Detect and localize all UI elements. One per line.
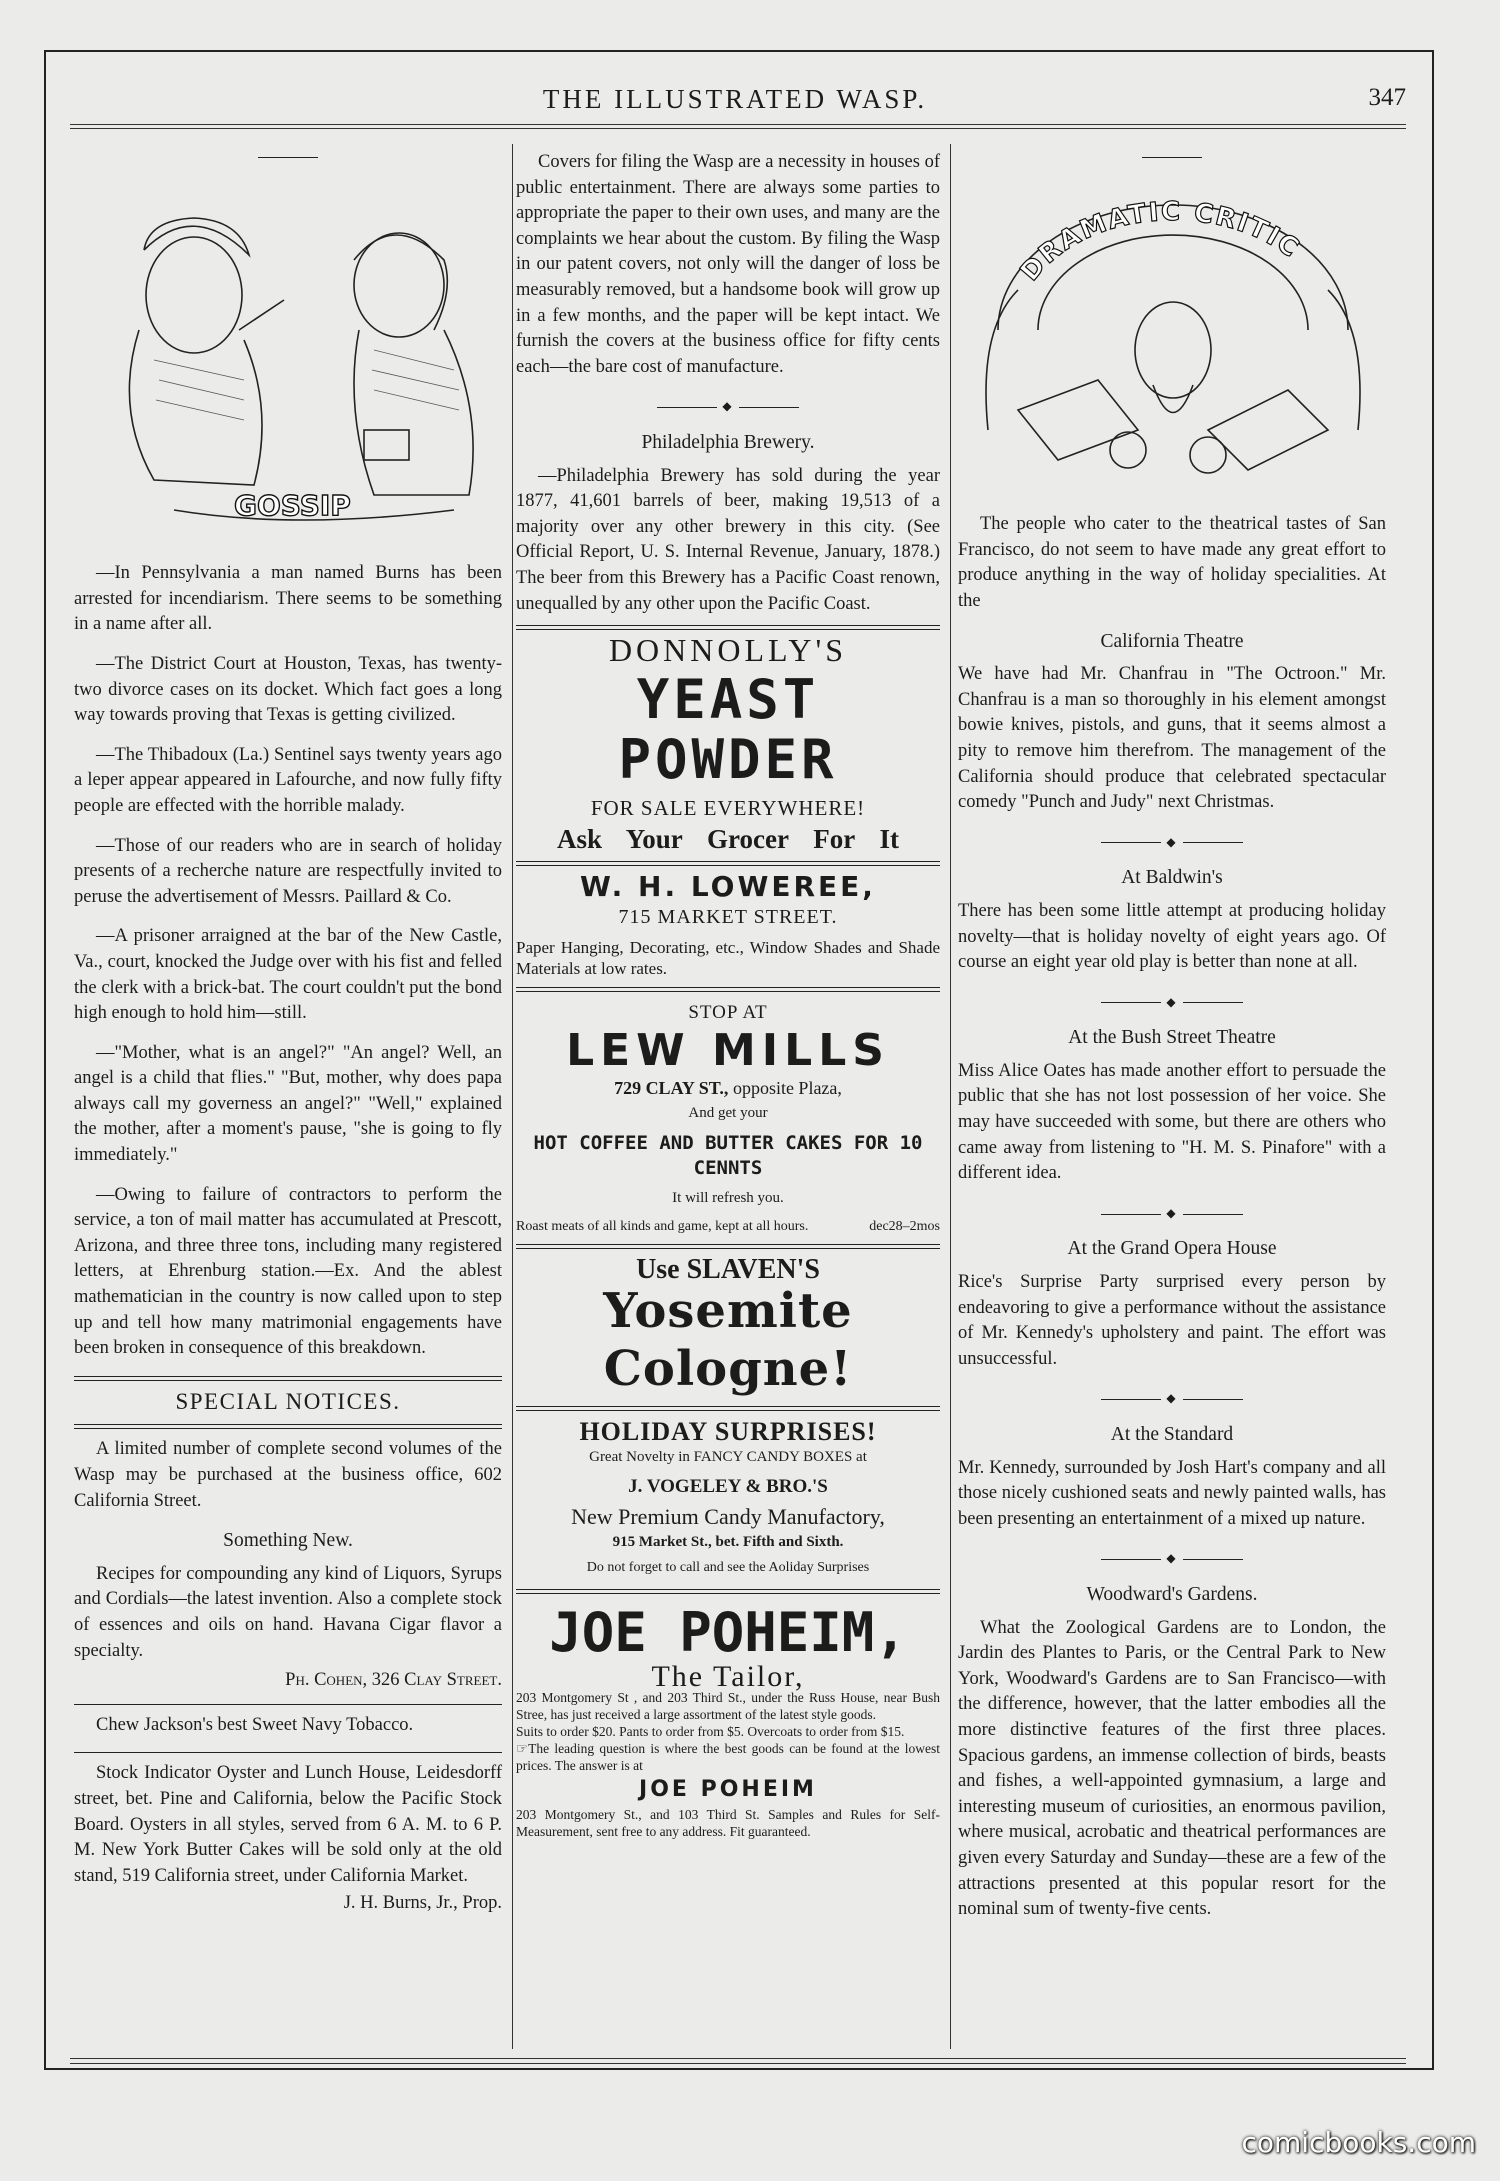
california-theatre-text: We have had Mr. Chanfrau in "The Octroon." Mr. Chanfrau is a man so thoroughly in his element amongst bowie knives, pistols, and guns, that it seems almost a pity to remove him therefrom. The management of the California should produce that celebrated spectacular comedy "Punch and Judy" next Christmas. xyxy=(958,664,1386,813)
dramatic-critic-illustration xyxy=(958,180,1386,500)
ad-mills-address-rest: opposite Plaza, xyxy=(732,1077,842,1098)
ad-poheim-body2: Suits to order $20. Pants to order from $5. Overcoats to order from $15. xyxy=(516,1724,905,1740)
ad-donnolly xyxy=(516,632,940,855)
ad-lew-mills xyxy=(516,1000,940,1236)
ad-mills-name: LEW MILLS xyxy=(566,1024,890,1076)
ad-slaven-line1: Use SLAVEN'S xyxy=(636,1253,820,1285)
ad-mills-address: 729 CLAY ST., xyxy=(614,1077,729,1098)
page-number: 347 xyxy=(1368,84,1406,111)
woodwards-heading: Woodward's Gardens. xyxy=(1086,1583,1258,1605)
ad-vogeley-line1: Great Novelty in FANCY CANDY BOXES at xyxy=(589,1448,867,1465)
ad-donnolly-line4: Ask Your Grocer For It xyxy=(557,824,899,855)
notice-volumes: A limited number of complete second volumes of the Wasp may be purchased at the business office, 602 California Street. xyxy=(74,1439,502,1511)
standard-heading: At the Standard xyxy=(1110,1424,1234,1445)
ad-loweree-address: 715 MARKET STREET. xyxy=(618,906,838,929)
header-rule-2 xyxy=(70,128,1406,129)
special-notices-heading: SPECIAL NOTICES. xyxy=(175,1388,401,1414)
ad-slaven-line2: Yosemite Cologne! xyxy=(603,1283,853,1398)
ad-donnolly-line2: YEAST POWDER xyxy=(618,667,838,791)
ad-poheim-body1: 203 Montgomery St , and 203 Third St., under the Russ House, near Bush Stree, has just received a large assortment of the latest style goods. xyxy=(516,1690,940,1723)
news-item-7: —Owing to failure of contractors to perform the service, a ton of mail matter has accumulated at Prescott, Arizona, and three three tons, including many registered letters, at Ehrenburg station.—Ex. And the ablest mathematician in the country is now called upon to step up and tell how many matrimonial engagements have been broken in consequence of this breakdown. xyxy=(74,1184,502,1359)
ad-poheim-name2: JOE POHEIM xyxy=(639,1777,817,1803)
news-item-5: —A prisoner arraigned at the bar of the New Castle, Va., court, knocked the Judge over with his fist and felled the clerk with a brick-bat. The court couldn't put the bond high enough to hold him—still. xyxy=(74,926,502,1024)
woodwards-text: What the Zoological Gardens are to London, the Jardin des Plantes to Paris, or the Central Park to New York, Woodward's Gardens are to San Francisco—with the difference, however, that the latter embodies all the more distinctive features of the first three places. Spacious gardens, an immense collection of birds, beasts and fishes, a well-appointed gymnasium, a large and interesting museum of curiosities, an enormous pavilion, where musical, acrobatic and theatrical performances are given every Saturday and Sunday—these are a few of the attractions presented at this popular resort for the nominal sum of twenty-five cents. xyxy=(958,1617,1386,1920)
ad-poheim-name: JOE POHEIM, xyxy=(549,1600,907,1664)
ad-mills-roast: Roast meats of all kinds and game, kept at all hours. xyxy=(516,1218,809,1234)
ad-poheim xyxy=(516,1602,940,1840)
stock-indicator-notice: Stock Indicator Oyster and Lunch House, Leidesdorff street, bet. Pine and California, below the Pacific Stock Board. Oysters in all styles, served from 6 A. M. to 6 P. M. New York Butter Cakes will be sold only at the old stand, 519 California street, under California Market. xyxy=(74,1763,502,1886)
ad-mills-stop: STOP AT xyxy=(688,1002,768,1024)
news-item-4: —Those of our readers who are in search of holiday presents of a recherche nature are respectfully invited to peruse the advertisement of Messrs. Paillard & Co. xyxy=(74,835,502,907)
masthead-title: THE ILLUSTRATED WASP. xyxy=(542,84,928,114)
something-new-signature: Ph. Cohen, 326 Clay Street. xyxy=(285,1670,502,1691)
something-new-text: Recipes for compounding any kind of Liquors, Syrups and Cordials—the latest invention. Also a complete stock of essences and oils on hand. Havana Cigar flavor a specialty. xyxy=(74,1563,502,1661)
column-3: DRAMATIC CRITIC The people who cater to the theatrical tastes of San Francisco, do not seem to have made any great effort to produce anything in the way of holiday specialities. At the California Theatre We have had Mr. Chanfrau in "The Octroon." Mr. Chanfrau is a man so thoroughly in his element amongst bowie knives, pistols, and guns, that it seems almost a pity to remove him therefrom. The management of the California should produce that celebrated spectacular comedy "Punch and Judy" next Christmas. ◆ At Baldwin's There has been some little attempt at producing holiday novelty—that is holiday novelty of eight years ago. Of course an eight year old play is better than none at all. ◆ At the Bush Street Theatre Miss Alice Oates has made another effort to persuade the public that she has not lost possession of her voice. She may have succeeded with some, but there are others who came away from listening to "H. M. S. Pinafore" with a different idea. ◆ At the Grand Opera House Rice's Surprise Party surprised every person by endeavoring to give a performance without the assistance of Mr. Kennedy's upholstery and paint. The effort was unsuccessful. ◆ At the Standard Mr. Kennedy, surrounded by Josh Hart's company and all those nicely cushioned seats and newly painted walls, has been presenting an entertainment of a mixed up nature. ◆ Woodward's Gardens. What the Zoological Gardens are to London, the Jardin des Plantes to Paris, or the Central Park to New York, Woodward's Gardens are to San Francisco—with the difference, however, that the latter embodies all the more distinctive features of the first three places. Spacious gardens, an immense collection of birds, beasts and fishes, a well-appointed gymnasium, a large and interesting museum of curiosities, an enormous pavilion, where musical, acrobatic and theatrical performances are given every Saturday and Sunday—these are a few of the attractions presented at this popular resort for the nominal sum of twenty-five cents. xyxy=(958,140,1386,1937)
ad-poheim-body3: ☞The leading question is where the best goods can be found at the lowest prices. The answer is at xyxy=(516,1741,940,1774)
ad-mills-get: And get your xyxy=(688,1105,768,1122)
ad-poheim-tailor: The Tailor, xyxy=(651,1659,805,1693)
ad-vogeley-note: Do not forget to call and see the Aoliday Surprises xyxy=(586,1560,870,1576)
ad-vogeley-head: HOLIDAY SURPRISES! xyxy=(579,1417,877,1447)
bush-street-heading: At the Bush Street Theatre xyxy=(1068,1027,1276,1049)
header-rule xyxy=(70,124,1406,125)
news-item-6: —"Mother, what is an angel?" "An angel? Well, an angel is a child that flies." "But, mother, why does papa always call my governess an angel?" "Well," explained the mother, after a moment's pause, "she is going to fly immediately." xyxy=(74,1042,502,1166)
ad-loweree-desc: Paper Hanging, Decorating, etc., Window Shades and Shade Materials at low rates. xyxy=(516,938,940,979)
ad-vogeley-name: J. VOGELEY & BRO.'S xyxy=(628,1476,828,1498)
chew-tobacco-notice: Chew Jackson's best Sweet Navy Tobacco. xyxy=(96,1714,414,1735)
something-new-heading: Something New. xyxy=(223,1530,353,1552)
gossip-label: GOSSIP xyxy=(234,488,351,522)
ad-vogeley-address: 915 Market St., bet. Fifth and Sixth. xyxy=(612,1533,844,1550)
page-header xyxy=(70,82,1406,122)
section-rule-2 xyxy=(74,1424,502,1429)
section-rule xyxy=(74,1376,502,1381)
brewery-heading: Philadelphia Brewery. xyxy=(641,431,815,453)
ad-mills-hot: HOT COFFEE AND BUTTER CAKES FOR 10 CENNTS xyxy=(533,1131,923,1180)
news-item-2: —The District Court at Houston, Texas, has twenty-two divorce cases on its docket. Which fact goes a long way towards proving that Texas is getting civilized. xyxy=(74,653,502,726)
ad-vogeley xyxy=(516,1419,940,1581)
svg-text:DRAMATIC CRITIC xyxy=(1015,197,1305,287)
brewery-text: —Philadelphia Brewery has sold during the year 1877, 41,601 barrels of beer, making 19,513 of a majority over any other brewery in this city. (See Official Report, U. S. Internal Revenue, January, 1878.) The beer from this Brewery has a Pacific Coast renown, unequalled by any other upon the Pacific Coast. xyxy=(516,465,940,614)
dramatic-critic-label: DRAMATIC CRITIC xyxy=(1014,196,1306,287)
news-item-1: —In Pennsylvania a man named Burns has been arrested for incendiarism. There seems to be something in a name after all. xyxy=(74,563,502,635)
ad-vogeley-line2: New Premium Candy Manufactory, xyxy=(571,1504,885,1529)
ad-loweree-name: W. H. LOWEREE, xyxy=(580,869,876,903)
stock-indicator-signature: J. H. Burns, Jr., Prop. xyxy=(343,1893,502,1914)
column-2: Covers for filing the Wasp are a necessity in houses of public entertainment. There are always some parties to appropriate the paper to their own uses, and many are the complaints we hear about the custom. By filing the Wasp in our patent covers, not only will the danger of loss be measurably removed, but a handsome book will grow up in a few months, and the paper will be kept intact. We furnish the covers at the business office for fifty cents each—the bare cost of manufacture. ◆ Philadelphia Brewery. —Philadelphia Brewery has sold during the year 1877, 41,601 barrels of beer, making 19,513 of a majority over any other brewery in this city. (See Official Report, U. S. Internal Revenue, January, 1878.) The beer from this Brewery has a Pacific Coast renown, unequalled by any other upon the Pacific Coast. DONNOLLY'S YEAST POWDER FOR SALE EVERYWHERE! Ask Your Grocer For It W. H. LOWEREE, 715 MARKET STREET. Paper Hanging, Decorating, etc., Window Shades and Shade Materials at low rates. STOP AT LEW MILLS 729 CLAY ST., opposite Plaza, And get your HOT COFFEE AND BUTTER CAKES FOR 10 CENNTS It will refresh you. Roast meats of all kinds and game, kept at all hours. dec28–2mos Use SLAVEN'S Yosemite Cologne! HOLIDAY SURPRISES! Great Novelty in FANCY CANDY BOXES at J. VOGELEY & BRO.'S New Premium Candy Manufactory, 915 Market St., bet. Fifth and Sixth. Do not forget to call and see the Aoliday Surprises JOE POHEIM, The Tailor, 203 Montgomery St , and 203 Third St., under the Russ House, near Bush Stree, has just received a large assortment of the latest style goods. Suits to order $20. Pants to order from $5. Overcoats to order from $15. ☞The leading question is where the best goods can be found at the lowest prices. The answer is at JOE POHEIM 203 Montgomery St., and 103 Third St. Samples and Rules for Self-Measurement, sent free to any address. Fit guaranteed. xyxy=(516,152,940,1839)
column-divider-1 xyxy=(512,144,513,2049)
ad-poheim-body4: 203 Montgomery St., and 103 Third St. Samples and Rules for Self-Measurement, sent free to any address. Fit guaranteed. xyxy=(516,1806,940,1839)
bush-street-text: Miss Alice Oates has made another effort to persuade the public that she has not lost possession of her voice. She may have succeeded with some, but there are others who came away from listening to "H. M. S. Pinafore" with a different idea. xyxy=(958,1060,1386,1184)
column-1 xyxy=(74,140,502,1917)
watermark: comicbooks.com xyxy=(1241,2126,1476,2159)
theatre-intro: The people who cater to the theatrical tastes of San Francisco, do not seem to have made any great effort to produce anything in the way of holiday specialities. At the xyxy=(958,514,1386,611)
ad-donnolly-line3: FOR SALE EVERYWHERE! xyxy=(590,795,866,820)
california-theatre-heading: California Theatre xyxy=(1100,630,1244,652)
baldwins-text: There has been some little attempt at producing holiday novelty—that is holiday novelty of eight years ago. Of course an eight year old play is better than none at all. xyxy=(958,900,1386,973)
grand-opera-heading: At the Grand Opera House xyxy=(1067,1238,1277,1260)
news-item-3: —The Thibadoux (La.) Sentinel says twenty years ago a leper appear appeared in Lafourche, and now fully fifty people are effected with the horrible malady. xyxy=(74,744,502,816)
standard-text: Mr. Kennedy, surrounded by Josh Hart's company and all those nicely cushioned seats and newly painted walls, has been presenting an entertainment of a mixed up nature. xyxy=(958,1457,1386,1529)
ad-mills-code: dec28–2mos xyxy=(869,1218,940,1234)
gossip-illustration xyxy=(74,180,502,545)
ad-slaven xyxy=(516,1253,940,1399)
footer-rule-2 xyxy=(70,2063,1406,2064)
footer-rule xyxy=(70,2058,1406,2059)
baldwins-heading: At Baldwin's xyxy=(1121,867,1223,889)
column-divider-2 xyxy=(950,144,951,2049)
covers-notice: Covers for filing the Wasp are a necessity in houses of public entertainment. There are always some parties to appropriate the paper to their own uses, and many are the complaints we hear about the custom. By filing the Wasp in our patent covers, not only will the danger of loss be measurably removed, but a handsome book will grow up in a few months, and the paper will be kept intact. We furnish the covers at the business office for fifty cents each—the bare cost of manufacture. xyxy=(516,152,940,377)
ad-loweree xyxy=(516,869,940,979)
ad-mills-refresh: It will refresh you. xyxy=(672,1190,784,1207)
ad-donnolly-line1: DONNOLLY'S xyxy=(608,632,848,669)
grand-opera-text: Rice's Surprise Party surprised every person by endeavoring to give a performance without the assistance of Mr. Kennedy's upholstery and paint. The effort was unsuccessful. xyxy=(958,1272,1386,1369)
